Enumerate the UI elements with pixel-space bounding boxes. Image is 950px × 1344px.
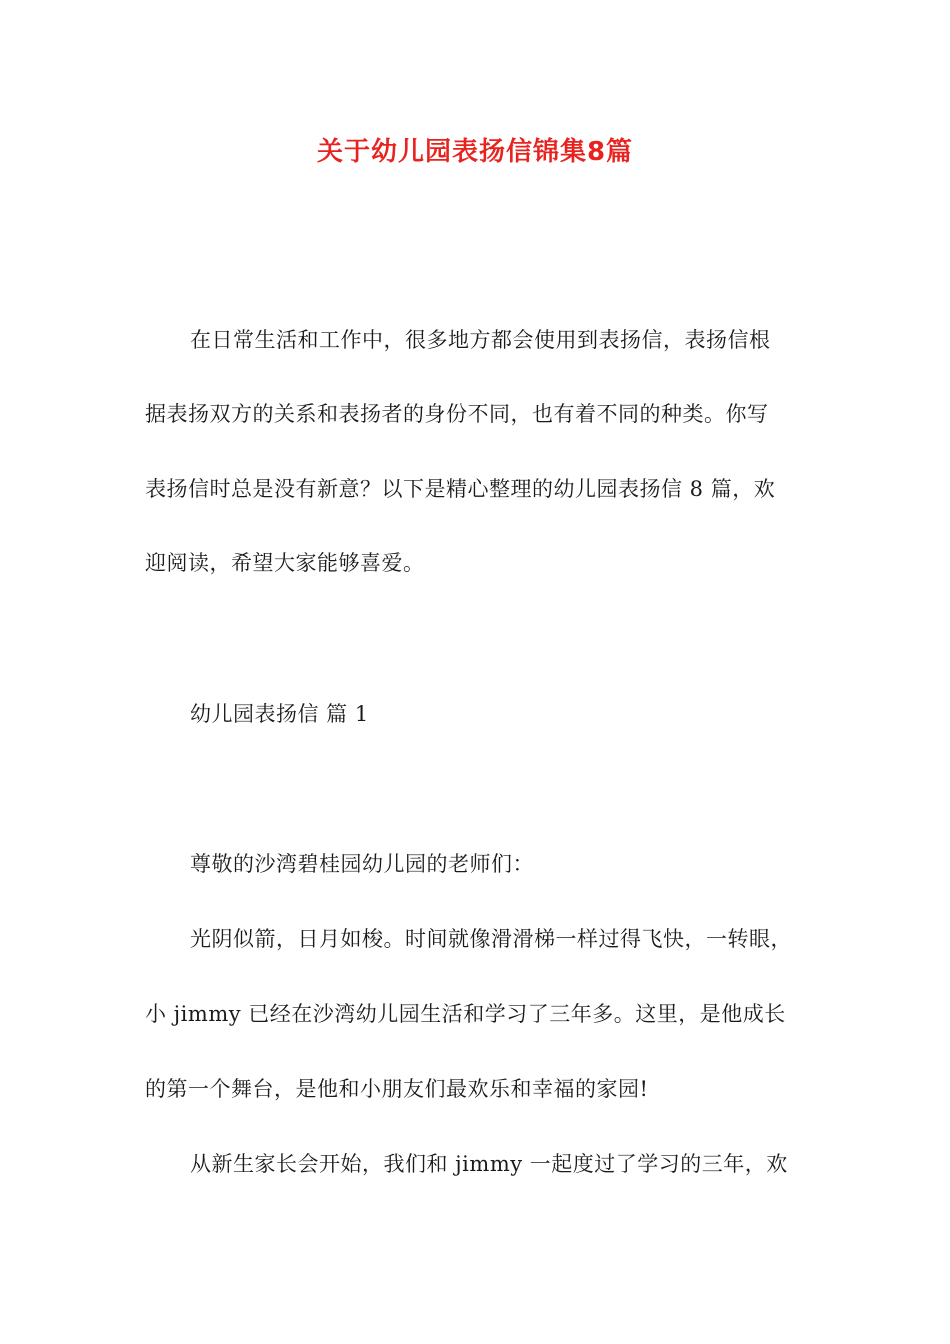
body-line-2: 小 jimmy 已经在沙湾幼儿园生活和学习了三年多。这里，是他成长 — [145, 1002, 786, 1026]
body-line-3: 的第一个舞台，是他和小朋友们最欢乐和幸福的家园! — [145, 1077, 649, 1101]
intro-line-4: 迎阅读，希望大家能够喜爱。 — [145, 551, 425, 575]
document-title: 关于幼儿园表扬信锦集8篇 — [316, 137, 634, 167]
intro-line-2: 据表扬双方的关系和表扬者的身份不同，也有着不同的种类。你写 — [145, 402, 769, 426]
body-line-4: 从新生家长会开始，我们和 jimmy 一起度过了学习的三年，欢 — [190, 1152, 788, 1176]
body-line-1: 光阴似箭，日月如梭。时间就像滑滑梯一样过得飞快，一转眼， — [190, 927, 792, 951]
section-heading: 幼儿园表扬信 篇 1 — [190, 702, 369, 726]
salutation: 尊敬的沙湾碧桂园幼儿园的老师们： — [190, 852, 534, 876]
intro-line-1: 在日常生活和工作中，很多地方都会使用到表扬信，表扬信根 — [190, 328, 771, 352]
intro-line-3: 表扬信时总是没有新意？以下是精心整理的幼儿园表扬信 8 篇，欢 — [145, 477, 776, 501]
